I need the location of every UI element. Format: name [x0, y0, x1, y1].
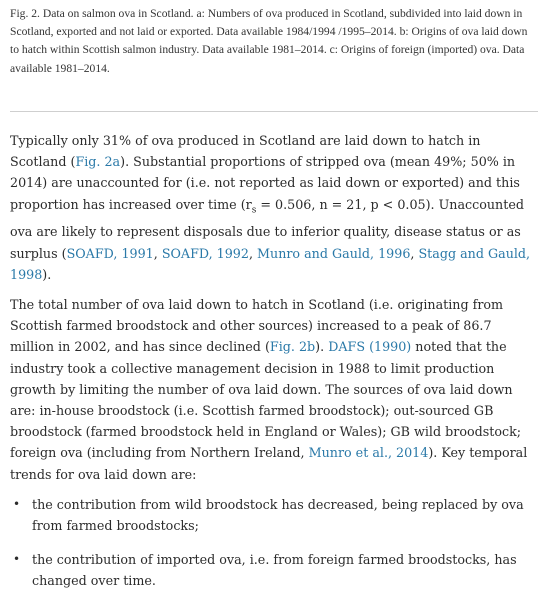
- figure-link-2a[interactable]: Fig. 2a: [75, 154, 121, 170]
- divider: [10, 111, 538, 112]
- list-item: [10, 494, 538, 536]
- text-run: ).: [315, 339, 329, 355]
- list-item-text: the contribution of imported ova, i.e. from foreign farmed broodstocks, has changed over time.: [32, 552, 517, 589]
- subscript: s: [251, 205, 257, 216]
- bullet-icon: •: [13, 552, 21, 567]
- text-run: Typically only 31% of ova produced in Scotland are laid down to hatch in Scotland (: [10, 133, 481, 170]
- text-run: = 0.506, n = 21, p < 0.05). Unaccounted ova are likely to represent disposals due to inferior quality, disease status or as surplus (: [10, 196, 524, 261]
- figure-link-2b[interactable]: Fig. 2b: [269, 339, 316, 355]
- citation-link-stagg-gauld-1998[interactable]: Stagg and Gauld, 1998: [10, 245, 531, 282]
- text-run: The total number of ova laid down to hatch in Scotland (i.e. originating from Scottish farmed broodstock and other sources) increased to a peak of 86.7 million in 2002, and has since declined (: [10, 296, 504, 355]
- figure-caption: [10, 5, 530, 78]
- citation-link-soafd-1992[interactable]: SOAFD, 1992: [161, 245, 249, 261]
- list-item-text: the contribution from wild broodstock has decreased, being replaced by ova from farmed broodstocks;: [32, 496, 524, 533]
- list-item: [10, 549, 538, 591]
- text-run: noted that the industry took a collective management decision in 1988 to limit production growth by limiting the number of ova laid down. The sources of ova laid down are: in-house broodstock (i.e. Scottish farmed broodstock); out-sourced GB broodstock (farmed broodstock held in England or Wales); GB wild broodstock; foreign ova (including from Northern Ireland,: [10, 339, 522, 461]
- paragraph-1: [10, 130, 538, 285]
- text-run: ,: [153, 245, 162, 261]
- citation-link-munro-2014[interactable]: Munro et al., 2014: [308, 445, 429, 461]
- bullet-list: [10, 494, 538, 592]
- figure-caption-text: Data on salmon ova in Scotland. a: Numbers of ova produced in Scotland, subdivided into laid down in Scotland, exported and not laid or exported. Data available 1984/1994 /1995–2014. b: Origins of ova laid down to hatch within Scottish salmon industry. Data available 1981–2014. c: Origins of foreign (imported) ova. Data available 1981–2014.: [10, 7, 528, 75]
- paragraph-2: [10, 294, 538, 485]
- text-run: ).: [42, 266, 52, 282]
- citation-link-munro-gauld-1996[interactable]: Munro and Gauld, 1996: [257, 245, 411, 261]
- text-run: ,: [248, 245, 258, 261]
- article-body: [10, 130, 538, 605]
- text-run: ). Key temporal trends for ova laid down are:: [10, 445, 528, 482]
- citation-link-soafd-1991[interactable]: SOAFD, 1991: [66, 245, 154, 261]
- figure-label: Fig. 2.: [10, 7, 40, 20]
- text-run: ,: [410, 245, 419, 261]
- text-run: ). Substantial proportions of stripped ova (mean 49%; 50% in 2014) are unaccounted for (i.e. not reported as laid down or exported) and this proportion has increased over time (r: [10, 154, 520, 212]
- bullet-icon: •: [13, 496, 21, 511]
- citation-link-dafs-1990[interactable]: DAFS (1990): [328, 339, 412, 355]
